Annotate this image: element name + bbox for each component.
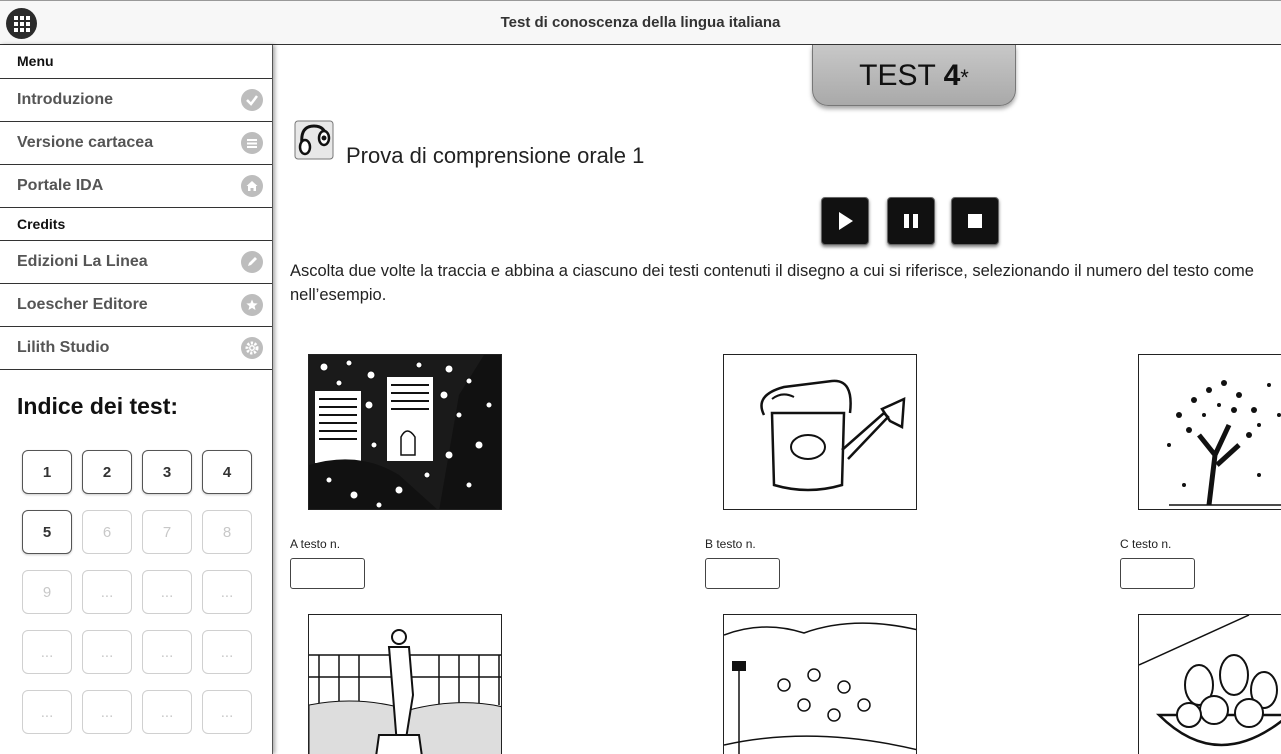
item-a-label: A testo n.	[290, 537, 341, 551]
exercise-title: Prova di comprensione orale 1	[346, 143, 645, 168]
play-button[interactable]	[821, 197, 869, 245]
sidebar-item-label: Lilith Studio	[17, 339, 110, 356]
top-bar	[0, 0, 1281, 45]
instructions-line-1: Ascolta due volte la traccia e abbina a ciascuno dei testi contenuti il disegno a cui si riferisce, selezionando il numero del testo come	[290, 262, 1254, 280]
test-index-button-placeholder: ...	[22, 690, 72, 734]
test-index-button-8: 8	[202, 510, 252, 554]
sidebar-item-loescher-editore[interactable]	[0, 284, 272, 327]
sidebar-item-label: Edizioni La Linea	[17, 253, 148, 270]
test-index-button-1[interactable]: 1	[22, 450, 72, 494]
instructions-line-2: nell’esempio.	[290, 286, 387, 304]
test-index-button-placeholder: ...	[82, 690, 132, 734]
test-index-title: Indice dei test:	[17, 393, 179, 419]
star-icon	[241, 294, 263, 316]
menu-heading: Menu	[0, 45, 272, 79]
picture-d-lawn-mower	[308, 614, 502, 754]
main-content	[274, 45, 1281, 754]
answer-c-input[interactable]	[1120, 558, 1195, 589]
sidebar-item-label: Versione cartacea	[17, 134, 154, 151]
sidebar-item-introduzione[interactable]	[0, 79, 272, 122]
test-index-button-3[interactable]: 3	[142, 450, 192, 494]
sidebar-item-versione-cartacea[interactable]	[0, 122, 272, 165]
test-index-button-5[interactable]: 5	[22, 510, 72, 554]
test-index-button-placeholder: ...	[142, 690, 192, 734]
test-index-grid	[22, 450, 252, 734]
test-index-button-placeholder: ...	[202, 690, 252, 734]
answer-a-input[interactable]	[290, 558, 365, 589]
pencil-icon	[241, 251, 263, 273]
test-index-button-placeholder: ...	[142, 630, 192, 674]
sidebar-item-edizioni-la-linea[interactable]	[0, 241, 272, 284]
app-title: Test di conoscenza della lingua italiana	[500, 14, 781, 31]
gear-icon	[241, 337, 263, 359]
list-icon	[241, 132, 263, 154]
test-index-button-7: 7	[142, 510, 192, 554]
item-c-label: C testo n.	[1120, 537, 1172, 551]
test-number-tab	[812, 45, 1016, 106]
instructions	[290, 259, 1281, 307]
test-index-button-placeholder: ...	[142, 570, 192, 614]
picture-b-watering-can	[723, 354, 917, 510]
picture-c-autumn-tree	[1138, 354, 1281, 510]
sidebar	[0, 45, 273, 754]
credits-heading: Credits	[0, 208, 272, 241]
picture-e-garden	[723, 614, 917, 754]
test-index-button-6: 6	[82, 510, 132, 554]
test-number: 4	[943, 59, 961, 92]
answer-b-input[interactable]	[705, 558, 780, 589]
test-star: *	[960, 65, 969, 90]
test-index-button-placeholder: ...	[202, 630, 252, 674]
item-b-label: B testo n.	[705, 537, 756, 551]
test-index-button-placeholder: ...	[22, 630, 72, 674]
pause-icon	[900, 210, 922, 232]
sidebar-item-label: Portale IDA	[17, 177, 104, 194]
test-index-button-placeholder: ...	[82, 630, 132, 674]
picture-a-snow-window	[308, 354, 502, 510]
headphones-icon	[294, 120, 334, 160]
test-index-button-9: 9	[22, 570, 72, 614]
play-icon	[834, 210, 856, 232]
picture-f-fruit-basket	[1138, 614, 1281, 754]
sidebar-item-lilith-studio[interactable]	[0, 327, 272, 370]
test-index-button-2[interactable]: 2	[82, 450, 132, 494]
test-index-button-placeholder: ...	[202, 570, 252, 614]
home-icon	[241, 175, 263, 197]
sidebar-item-label: Loescher Editore	[17, 296, 148, 313]
test-index-button-4[interactable]: 4	[202, 450, 252, 494]
stop-button[interactable]	[951, 197, 999, 245]
sidebar-item-label: Introduzione	[17, 91, 113, 108]
test-label: TEST	[859, 59, 936, 92]
pause-button[interactable]	[887, 197, 935, 245]
stop-icon	[964, 210, 986, 232]
sidebar-item-portale-ida[interactable]	[0, 165, 272, 208]
test-index-button-placeholder: ...	[82, 570, 132, 614]
check-icon	[241, 89, 263, 111]
